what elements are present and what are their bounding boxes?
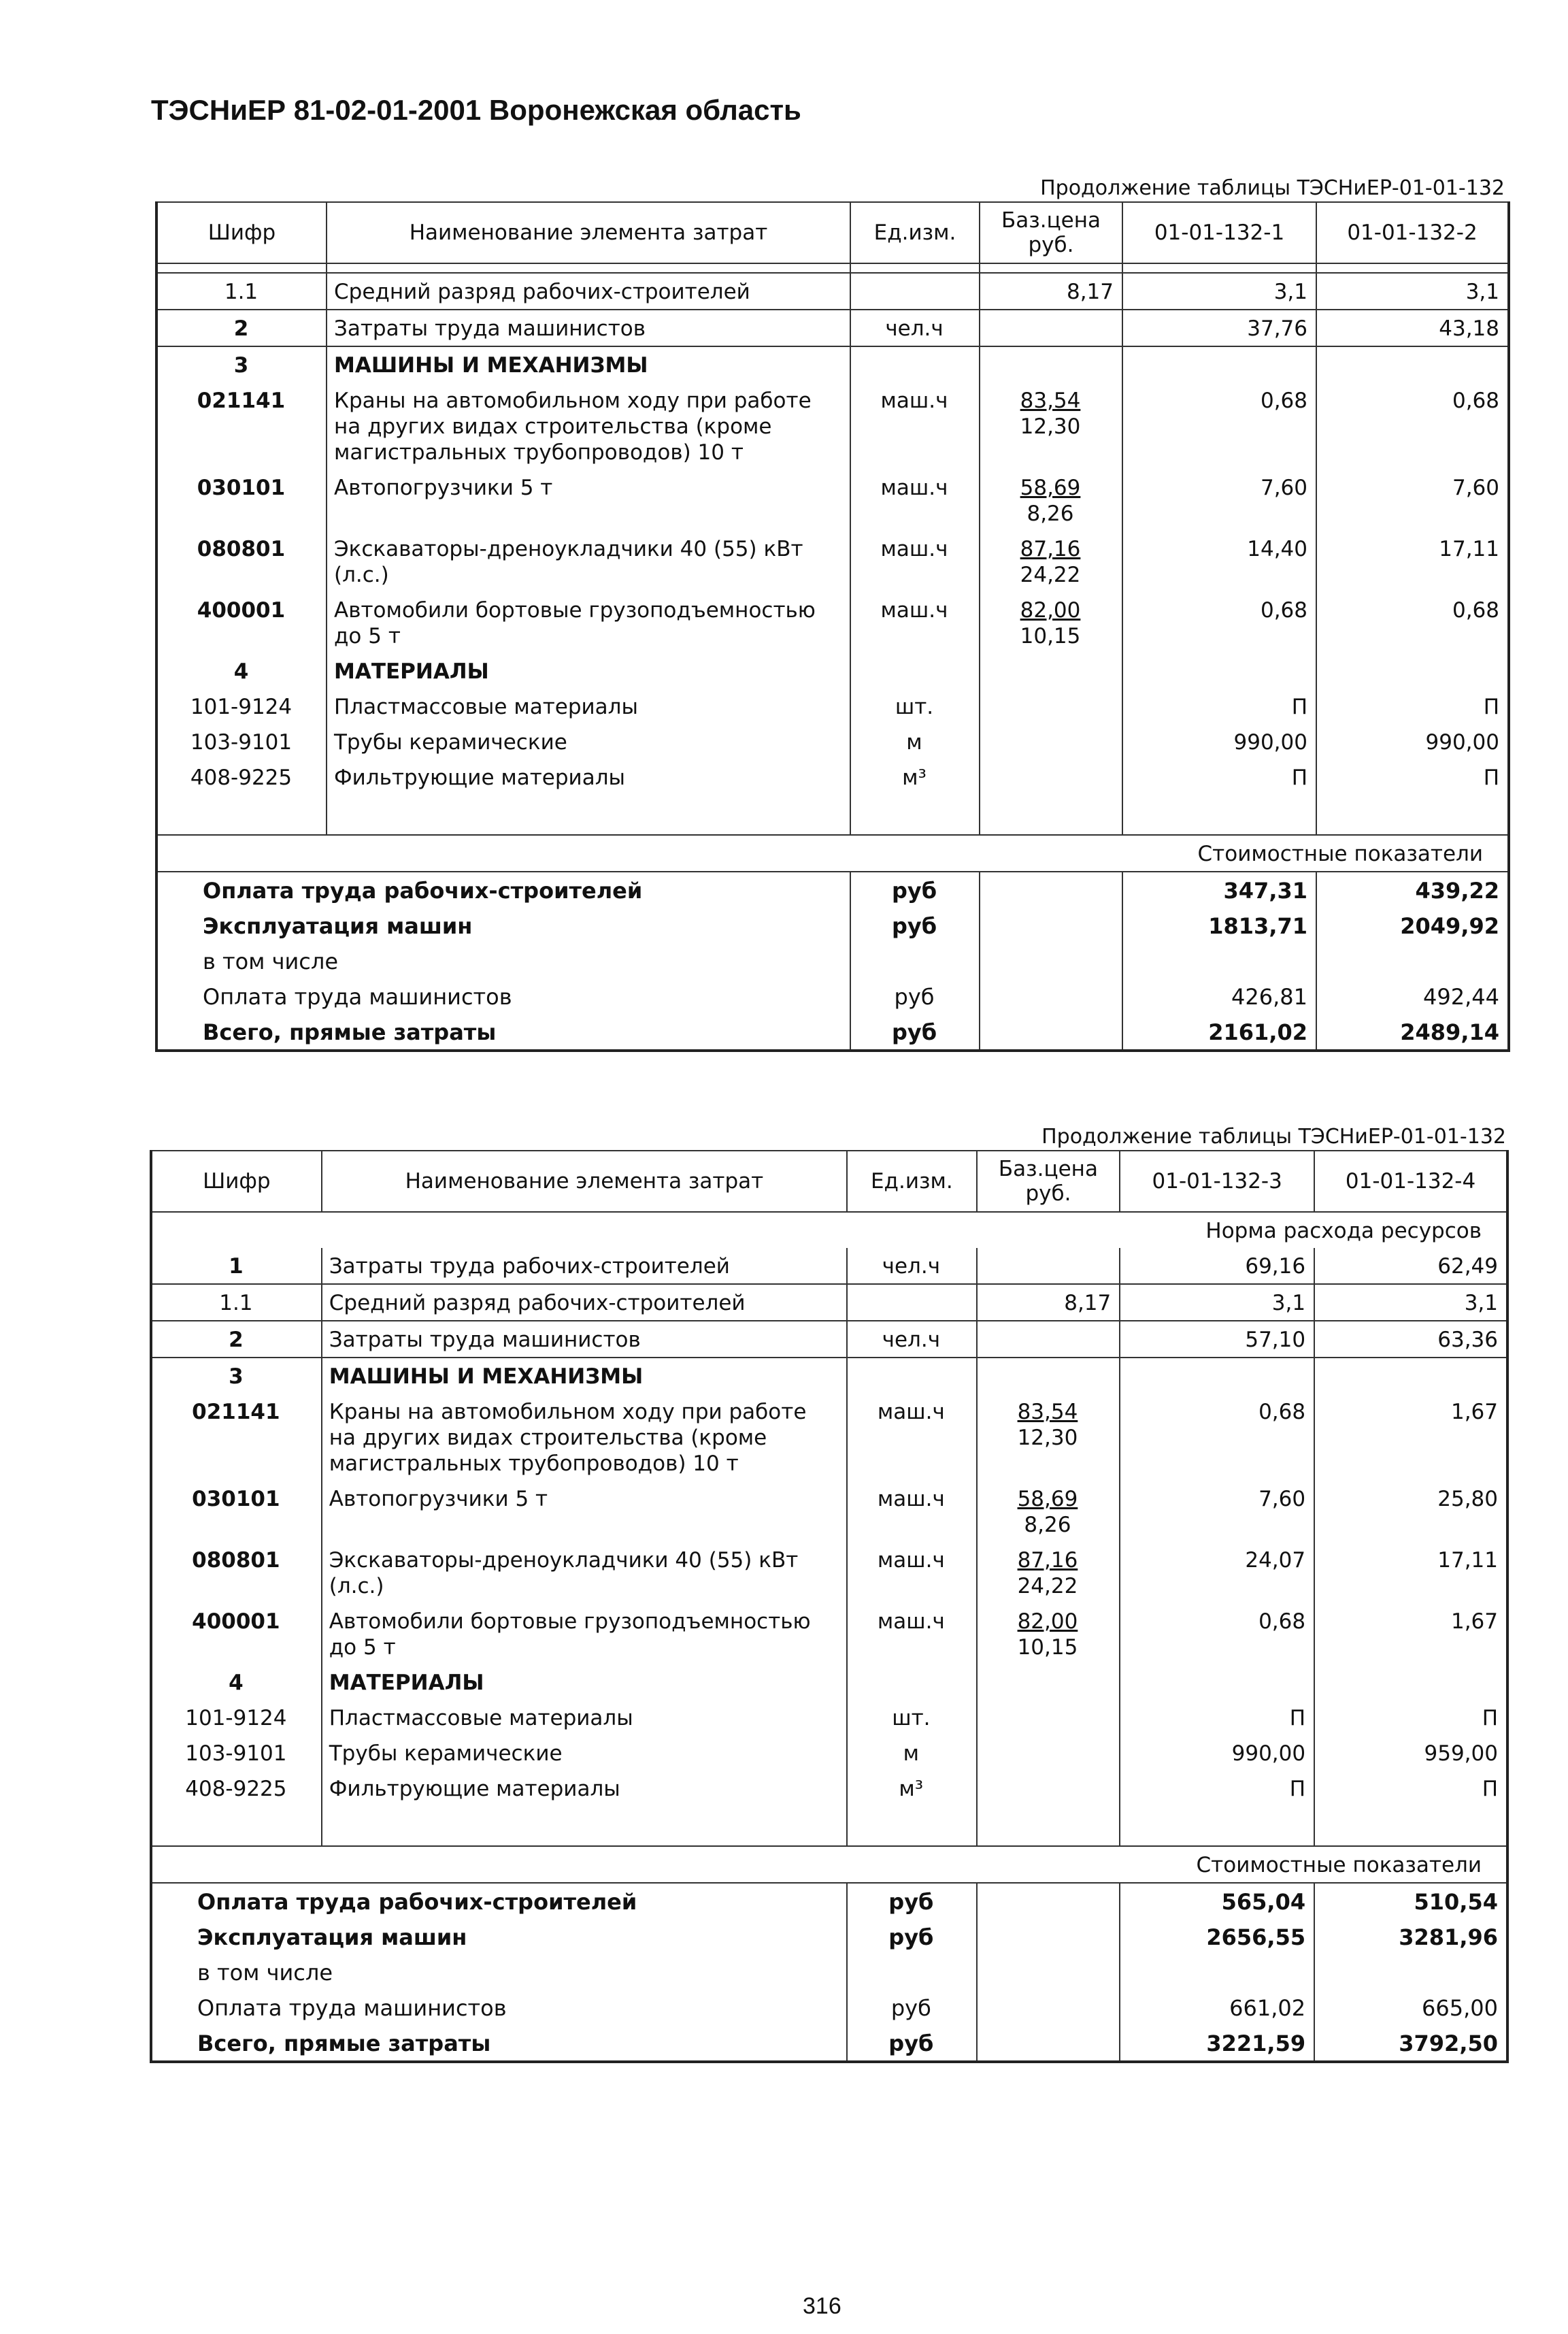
base-price-wage: 24,22 — [1017, 1574, 1078, 1598]
summary-unit: руб — [850, 908, 980, 943]
norm-value-2: 0,68 — [1316, 382, 1509, 470]
unit: маш.ч — [850, 531, 980, 592]
base-price-total: 83,54 — [1020, 389, 1081, 413]
norm-value-1: 14,40 — [1122, 531, 1316, 592]
table-row — [156, 310, 1509, 346]
table-caption: Продолжение таблицы ТЭСНиЕР-01-01-132 — [1040, 176, 1505, 200]
norm-value-1: 69,16 — [1120, 1248, 1314, 1284]
resource-name: Затраты труда рабочих-строителей — [322, 1248, 847, 1284]
base-price — [977, 1321, 1120, 1358]
page-title: ТЭСНиЕР 81-02-01-2001 Воронежская область — [151, 94, 801, 126]
norm-value-2: 3,1 — [1316, 273, 1509, 310]
base-price-total: 58,69 — [1017, 1487, 1078, 1511]
norm-value-1: 37,76 — [1122, 310, 1316, 346]
summary-label: Эксплуатация машин — [151, 1919, 847, 1954]
unit: м³ — [850, 759, 980, 795]
norm-value-2: 62,49 — [1314, 1248, 1507, 1284]
base-price-wage: 24,22 — [1020, 563, 1081, 587]
base-price — [977, 1542, 1120, 1603]
norm-value-2: 0,68 — [1316, 592, 1509, 653]
table-header-row — [151, 1151, 1507, 1212]
resource-name: Средний разряд рабочих-строителей — [322, 1284, 847, 1321]
resource-code: 408-9225 — [151, 1771, 322, 1806]
norm-value-1: 24,07 — [1120, 1542, 1314, 1603]
column-header: Ед.изм. — [847, 1151, 977, 1212]
base-price — [977, 1394, 1120, 1481]
summary-label: Оплата труда рабочих-строителей — [156, 872, 850, 908]
separator-row — [156, 263, 1509, 273]
resource-table-1 — [155, 176, 1507, 1052]
base-price-total: 87,16 — [1020, 537, 1081, 561]
table-row — [156, 273, 1509, 310]
norm-value-2 — [1314, 1358, 1507, 1394]
base-price-wage: 8,26 — [1024, 1513, 1071, 1537]
resource-code: 1.1 — [156, 273, 327, 310]
summary-value-1 — [1122, 943, 1316, 979]
unit: маш.ч — [850, 382, 980, 470]
base-price-total: 58,69 — [1020, 476, 1081, 500]
table-row — [151, 1603, 1507, 1664]
summary-unit: руб — [850, 979, 980, 1014]
resource-name: МАТЕРИАЛЫ — [322, 1664, 847, 1700]
resource-name: Пластмассовые материалы — [327, 689, 850, 724]
base-price — [977, 1735, 1120, 1771]
spacer-row — [156, 795, 1509, 835]
unit: маш.ч — [847, 1542, 977, 1603]
norm-value-1: П — [1120, 1771, 1314, 1806]
table-row — [151, 1664, 1507, 1700]
resource-name: Фильтрующие материалы — [322, 1771, 847, 1806]
page-number: 316 — [803, 2293, 841, 2319]
norm-value-2: 17,11 — [1316, 531, 1509, 592]
table-row — [156, 689, 1509, 724]
summary-label: в том числе — [151, 1954, 847, 1990]
table-row — [151, 1771, 1507, 1806]
base-price — [980, 689, 1122, 724]
base-price-total: 83,54 — [1017, 1400, 1078, 1424]
unit: маш.ч — [847, 1481, 977, 1542]
resource-code: 1 — [151, 1248, 322, 1284]
unit: маш.ч — [850, 470, 980, 531]
base-price — [980, 653, 1122, 689]
resource-code: 408-9225 — [156, 759, 327, 795]
norm-banner-row — [151, 1212, 1507, 1248]
summary-row — [156, 1014, 1509, 1051]
summary-value-1: 661,02 — [1120, 1990, 1314, 2025]
column-header: Наименование элемента затрат — [327, 202, 850, 263]
summary-row — [151, 1919, 1507, 1954]
resource-name: Экскаваторы-дреноукладчики 40 (55) кВт (л.с.) — [327, 531, 850, 592]
summary-value-2: 2489,14 — [1316, 1014, 1509, 1051]
resource-name: Средний разряд рабочих-строителей — [327, 273, 850, 310]
summary-label: Оплата труда рабочих-строителей — [151, 1883, 847, 1919]
norm-value-1: 0,68 — [1122, 382, 1316, 470]
table-row — [156, 346, 1509, 382]
table-row — [151, 1394, 1507, 1481]
table-row — [151, 1735, 1507, 1771]
summary-unit: руб — [847, 1919, 977, 1954]
resource-name: Автопогрузчики 5 т — [327, 470, 850, 531]
summary-row — [156, 979, 1509, 1014]
base-price-wage: 10,15 — [1020, 624, 1081, 648]
norm-value-2: 25,80 — [1314, 1481, 1507, 1542]
summary-value-1: 347,31 — [1122, 872, 1316, 908]
norm-value-2 — [1314, 1664, 1507, 1700]
table-row — [156, 592, 1509, 653]
summary-label: Оплата труда машинистов — [151, 1990, 847, 2025]
resource-code: 021141 — [151, 1394, 322, 1481]
base-price-wage: 10,15 — [1017, 1635, 1078, 1660]
summary-value-1: 2161,02 — [1122, 1014, 1316, 1051]
summary-value-2: 2049,92 — [1316, 908, 1509, 943]
table-row — [156, 470, 1509, 531]
norm-value-1: 0,68 — [1122, 592, 1316, 653]
resource-code: 103-9101 — [156, 724, 327, 759]
summary-unit — [847, 1954, 977, 1990]
unit — [847, 1284, 977, 1321]
table-row — [151, 1358, 1507, 1394]
summary-label: Всего, прямые затраты — [156, 1014, 850, 1051]
norm-banner: Норма расхода ресурсов — [1120, 1212, 1507, 1248]
base-price-total: 82,00 — [1020, 598, 1081, 623]
unit: чел.ч — [850, 310, 980, 346]
unit — [847, 1664, 977, 1700]
norm-value-1 — [1122, 653, 1316, 689]
column-header: Наименование элемента затрат — [322, 1151, 847, 1212]
base-price — [977, 1603, 1120, 1664]
norm-value-2: 1,67 — [1314, 1394, 1507, 1481]
norm-value-1 — [1122, 346, 1316, 382]
table-row — [156, 382, 1509, 470]
table-row — [151, 1700, 1507, 1735]
norm-value-1: 7,60 — [1122, 470, 1316, 531]
column-header: Баз.цена руб. — [980, 202, 1122, 263]
column-header: Баз.цена руб. — [977, 1151, 1120, 1212]
resource-code: 4 — [156, 653, 327, 689]
resource-name: Автомобили бортовые грузоподъемностью до 5 т — [322, 1603, 847, 1664]
base-price-wage: 8,26 — [1027, 502, 1074, 526]
table-row — [151, 1284, 1507, 1321]
resource-name: Краны на автомобильном ходу при работе на других видах строительства (кроме магистральных трубопроводов) 10 т — [327, 382, 850, 470]
norm-value-1 — [1120, 1664, 1314, 1700]
norm-value-2: П — [1314, 1771, 1507, 1806]
resource-name: Трубы керамические — [322, 1735, 847, 1771]
cost-banner: Стоимостные показатели — [1120, 1846, 1507, 1883]
summary-value-2: 510,54 — [1314, 1883, 1507, 1919]
norm-value-1: П — [1120, 1700, 1314, 1735]
norm-value-2: 990,00 — [1316, 724, 1509, 759]
summary-row — [151, 1883, 1507, 1919]
resource-name: Краны на автомобильном ходу при работе на других видах строительства (кроме магистральных трубопроводов) 10 т — [322, 1394, 847, 1481]
cost-banner-row — [151, 1846, 1507, 1883]
resource-code: 400001 — [151, 1603, 322, 1664]
base-price-total: 87,16 — [1017, 1548, 1078, 1573]
norm-value-2 — [1316, 653, 1509, 689]
base-price — [980, 592, 1122, 653]
norm-value-1: 0,68 — [1120, 1394, 1314, 1481]
summary-unit — [850, 943, 980, 979]
resource-code: 080801 — [151, 1542, 322, 1603]
resource-name: Автомобили бортовые грузоподъемностью до 5 т — [327, 592, 850, 653]
resource-name: Затраты труда машинистов — [327, 310, 850, 346]
summary-value-2: 439,22 — [1316, 872, 1509, 908]
unit: м³ — [847, 1771, 977, 1806]
resource-code: 030101 — [151, 1481, 322, 1542]
unit: чел.ч — [847, 1248, 977, 1284]
norm-value-2 — [1316, 346, 1509, 382]
base-price-total: 82,00 — [1017, 1609, 1078, 1634]
summary-label: в том числе — [156, 943, 850, 979]
resource-name: МАШИНЫ И МЕХАНИЗМЫ — [327, 346, 850, 382]
resource-code: 030101 — [156, 470, 327, 531]
norm-value-2: П — [1316, 759, 1509, 795]
unit: маш.ч — [847, 1394, 977, 1481]
resource-name: Фильтрующие материалы — [327, 759, 850, 795]
resource-code: 021141 — [156, 382, 327, 470]
resource-code: 3 — [151, 1358, 322, 1394]
base-price — [980, 724, 1122, 759]
norm-value-2: 17,11 — [1314, 1542, 1507, 1603]
column-header: Шифр — [156, 202, 327, 263]
unit: чел.ч — [847, 1321, 977, 1358]
cost-banner-row — [156, 835, 1509, 872]
column-header: Шифр — [151, 1151, 322, 1212]
table-row — [151, 1248, 1507, 1284]
base-price — [980, 531, 1122, 592]
norm-value-1: 990,00 — [1120, 1735, 1314, 1771]
summary-row — [151, 1954, 1507, 1990]
resource-code: 2 — [151, 1321, 322, 1358]
column-header: Ед.изм. — [850, 202, 980, 263]
base-price-wage: 12,30 — [1017, 1426, 1078, 1450]
summary-row — [156, 908, 1509, 943]
base-price — [980, 310, 1122, 346]
unit: шт. — [847, 1700, 977, 1735]
base-price — [977, 1358, 1120, 1394]
table-header-row — [156, 202, 1509, 263]
norm-value-2: 1,67 — [1314, 1603, 1507, 1664]
base-price — [980, 382, 1122, 470]
summary-row — [151, 2025, 1507, 2062]
norm-value-1: 3,1 — [1120, 1284, 1314, 1321]
summary-value-2 — [1314, 1954, 1507, 1990]
summary-unit: руб — [847, 1990, 977, 2025]
cost-banner: Стоимостные показатели — [1122, 835, 1509, 872]
norm-value-1: 0,68 — [1120, 1603, 1314, 1664]
summary-value-1: 1813,71 — [1122, 908, 1316, 943]
summary-unit: руб — [847, 2025, 977, 2062]
norm-value-1: 57,10 — [1120, 1321, 1314, 1358]
summary-value-2: 492,44 — [1316, 979, 1509, 1014]
resource-name: МАТЕРИАЛЫ — [327, 653, 850, 689]
unit: м — [847, 1735, 977, 1771]
norm-value-2: 7,60 — [1316, 470, 1509, 531]
table-row — [156, 531, 1509, 592]
resource-code: 400001 — [156, 592, 327, 653]
table-row — [156, 653, 1509, 689]
base-price — [977, 1481, 1120, 1542]
resource-code: 1.1 — [151, 1284, 322, 1321]
resource-table — [155, 201, 1510, 1052]
norm-value-1 — [1120, 1358, 1314, 1394]
column-header: 01-01-132-1 — [1122, 202, 1316, 263]
norm-value-2: 43,18 — [1316, 310, 1509, 346]
base-price — [980, 346, 1122, 382]
unit: маш.ч — [847, 1603, 977, 1664]
table-row — [156, 724, 1509, 759]
summary-row — [156, 872, 1509, 908]
base-price-wage: 12,30 — [1020, 414, 1081, 439]
resource-name: Затраты труда машинистов — [322, 1321, 847, 1358]
unit — [850, 273, 980, 310]
summary-value-2: 3281,96 — [1314, 1919, 1507, 1954]
resource-code: 101-9124 — [151, 1700, 322, 1735]
unit: шт. — [850, 689, 980, 724]
table-row — [151, 1481, 1507, 1542]
unit — [847, 1358, 977, 1394]
summary-unit: руб — [850, 872, 980, 908]
unit: м — [850, 724, 980, 759]
resource-name: Трубы керамические — [327, 724, 850, 759]
resource-name: Пластмассовые материалы — [322, 1700, 847, 1735]
base-price — [977, 1664, 1120, 1700]
summary-row — [156, 943, 1509, 979]
norm-value-2: П — [1314, 1700, 1507, 1735]
norm-value-2: 63,36 — [1314, 1321, 1507, 1358]
summary-value-1: 3221,59 — [1120, 2025, 1314, 2062]
base-price — [977, 1771, 1120, 1806]
spacer-row — [151, 1806, 1507, 1846]
unit: маш.ч — [850, 592, 980, 653]
column-header: 01-01-132-4 — [1314, 1151, 1507, 1212]
resource-code: 2 — [156, 310, 327, 346]
summary-label: Оплата труда машинистов — [156, 979, 850, 1014]
resource-name: Экскаваторы-дреноукладчики 40 (55) кВт (л.с.) — [322, 1542, 847, 1603]
column-header: 01-01-132-3 — [1120, 1151, 1314, 1212]
table-row — [151, 1542, 1507, 1603]
base-price — [980, 759, 1122, 795]
base-price — [980, 470, 1122, 531]
summary-value-2 — [1316, 943, 1509, 979]
summary-value-1: 565,04 — [1120, 1883, 1314, 1919]
summary-value-1: 2656,55 — [1120, 1919, 1314, 1954]
norm-value-1: 990,00 — [1122, 724, 1316, 759]
summary-value-2: 665,00 — [1314, 1990, 1507, 2025]
unit — [850, 346, 980, 382]
norm-value-1: П — [1122, 759, 1316, 795]
base-price — [977, 1700, 1120, 1735]
summary-value-2: 3792,50 — [1314, 2025, 1507, 2062]
base-price: 8,17 — [977, 1284, 1120, 1321]
column-header: 01-01-132-2 — [1316, 202, 1509, 263]
summary-unit: руб — [847, 1883, 977, 1919]
resource-code: 080801 — [156, 531, 327, 592]
summary-label: Эксплуатация машин — [156, 908, 850, 943]
norm-value-1: П — [1122, 689, 1316, 724]
norm-value-2: П — [1316, 689, 1509, 724]
resource-name: МАШИНЫ И МЕХАНИЗМЫ — [322, 1358, 847, 1394]
summary-value-1: 426,81 — [1122, 979, 1316, 1014]
table-row — [156, 759, 1509, 795]
norm-value-1: 3,1 — [1122, 273, 1316, 310]
resource-code: 103-9101 — [151, 1735, 322, 1771]
table-caption: Продолжение таблицы ТЭСНиЕР-01-01-132 — [1041, 1125, 1506, 1149]
summary-unit: руб — [850, 1014, 980, 1051]
base-price — [977, 1248, 1120, 1284]
summary-label: Всего, прямые затраты — [151, 2025, 847, 2062]
resource-code: 4 — [151, 1664, 322, 1700]
summary-value-1 — [1120, 1954, 1314, 1990]
resource-code: 3 — [156, 346, 327, 382]
resource-table — [150, 1150, 1509, 2063]
summary-row — [151, 1990, 1507, 2025]
resource-name: Автопогрузчики 5 т — [322, 1481, 847, 1542]
norm-value-2: 3,1 — [1314, 1284, 1507, 1321]
base-price: 8,17 — [980, 273, 1122, 310]
resource-table-2 — [150, 1124, 1509, 2063]
norm-value-2: 959,00 — [1314, 1735, 1507, 1771]
resource-code: 101-9124 — [156, 689, 327, 724]
norm-value-1: 7,60 — [1120, 1481, 1314, 1542]
table-row — [151, 1321, 1507, 1358]
unit — [850, 653, 980, 689]
